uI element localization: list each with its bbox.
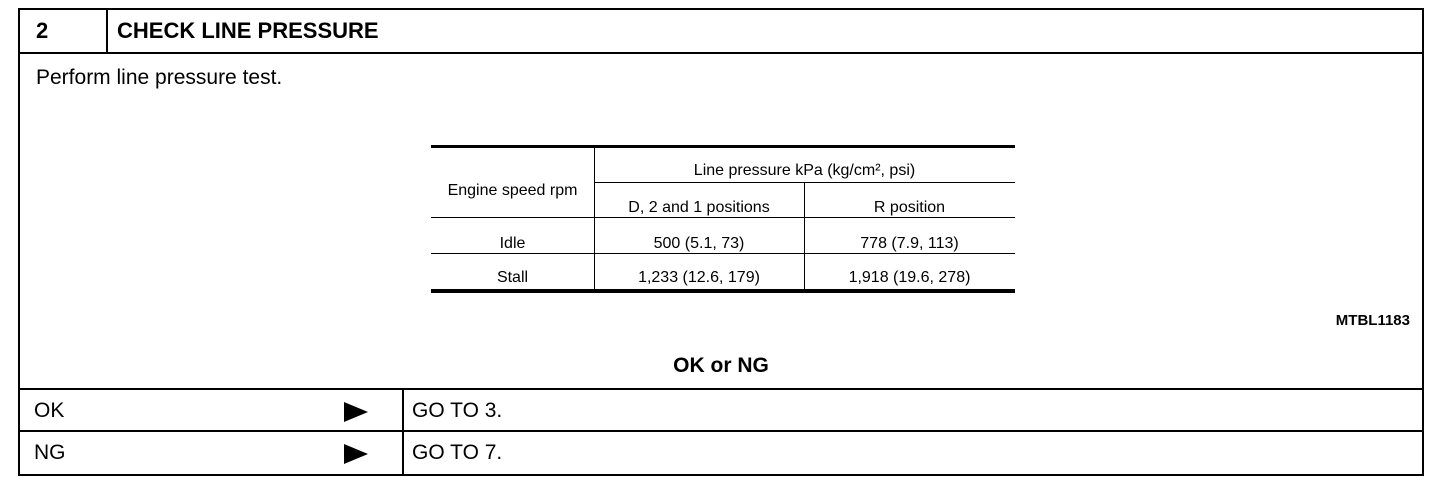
step-frame [18,8,1424,476]
step-header [20,10,1422,54]
row-stall-speed: Stall [496,269,529,286]
table-rule-bottom [431,289,1015,293]
row-stall-r: 1,918 (19.6, 278) [848,269,971,286]
result-action: GO TO 7. [412,441,503,464]
line-pressure-table [431,145,1015,293]
subheader-d21: D, 2 and 1 positions [628,199,770,216]
result-row-ok [20,388,1422,432]
result-label: OK [34,399,65,422]
row-idle-r: 778 (7.9, 113) [860,235,959,252]
result-divider [402,390,404,432]
arrow-right-icon [344,402,368,422]
row-idle-d21: 500 (5.1, 73) [653,235,745,252]
step-title: CHECK LINE PRESSURE [117,18,379,43]
subheader-r: R position [873,199,946,216]
step-number: 2 [20,10,108,52]
header-engine-speed: Engine speed rpm [447,182,578,199]
result-divider [402,432,404,474]
result-action: GO TO 3. [412,399,503,422]
result-row-ng [20,430,1422,474]
row-idle-speed: Idle [499,235,526,252]
row-stall-d21: 1,233 (12.6, 179) [638,269,760,286]
arrow-right-icon [344,444,368,464]
table-rule-top [431,145,1015,148]
header-line-pressure: Line pressure kPa (kg/cm², psi) [693,162,916,179]
result-title: OK or NG [673,354,769,377]
instruction-text: Perform line pressure test. [36,66,283,89]
result-label: NG [34,441,66,464]
figure-code: MTBL1183 [1335,312,1410,329]
